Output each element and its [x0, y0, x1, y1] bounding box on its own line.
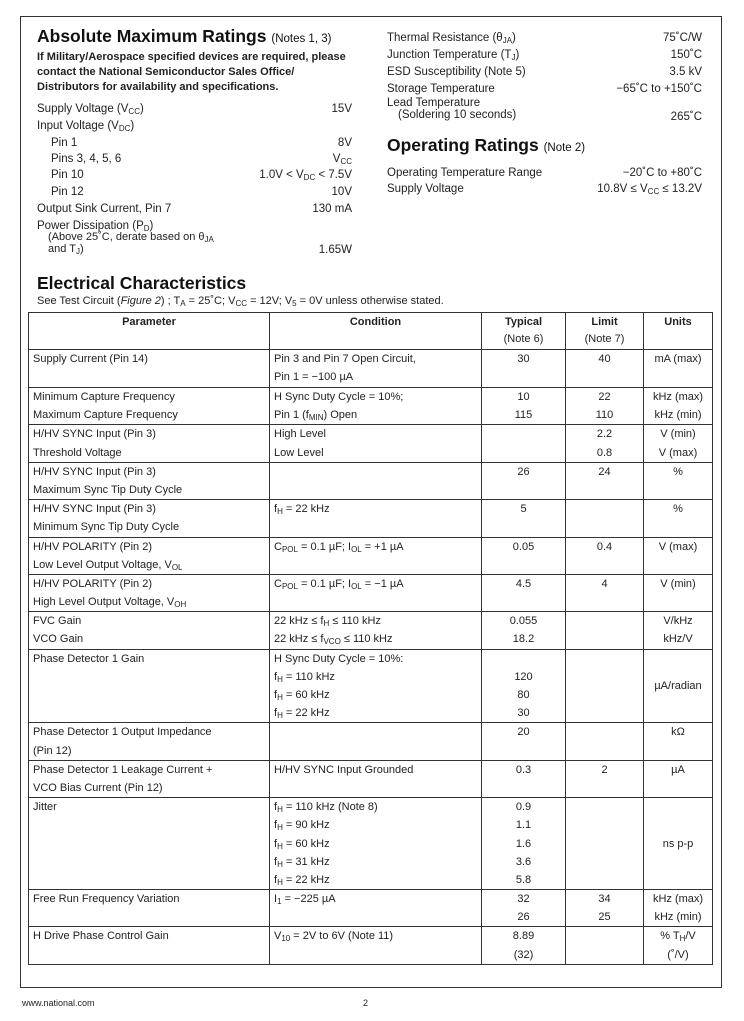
pin12-value: 10V: [331, 186, 352, 198]
operating-ratings-title: Operating Ratings (Note 2): [387, 135, 586, 155]
op-temp-value: −20˚C to +80˚C: [622, 167, 702, 179]
table-row: Phase Detector 1 Output Impedance (Pin 12) 20 kΩ: [29, 723, 713, 760]
storage-temp-label: Storage Temperature: [387, 83, 495, 95]
table-row: H/HV SYNC Input (Pin 3) Threshold Voltage High Level Low Level 2.2 0.8 V (min) V (max): [29, 425, 713, 462]
table-row: Phase Detector 1 Leakage Current + VCO Bias Current (Pin 12) H/HV SYNC Input Grounded 0.3 2 µA: [29, 760, 713, 797]
pins3456-value: $V_{CC}$: [332, 153, 352, 166]
table-row: Phase Detector 1 Gain H Sync Duty Cycle = 10%: $f_H = 110$ kHz $f_H = 60$ kHz $f_H = 22$ kHz 120 80 30 µA/radian: [29, 649, 713, 723]
elec-char-subtitle: See Test Circuit (Figure 2) ; $T_A$ = 25˚C; $V_{CC} = 12V$; $V_5 = 0V$ unless otherwise stated.: [37, 295, 444, 308]
esd-value: 3.5 kV: [669, 66, 702, 78]
header-parameter: Parameter: [29, 313, 270, 350]
storage-temp-value: −65˚C to +150˚C: [616, 83, 702, 95]
junction-temp-label: Junction Temperature $(T_J)$: [387, 49, 520, 62]
sink-current-value: 130 mA: [312, 203, 352, 215]
thermal-resistance-label: Thermal Resistance $(\theta_{JA})$: [387, 32, 516, 45]
table-header-row: [29, 313, 713, 350]
footer-page-number: 2: [363, 998, 369, 1008]
elec-char-title: Electrical Characteristics: [37, 273, 247, 293]
table-row: Minimum Capture Frequency Maximum Capture Frequency H Sync Duty Cycle = 10%; Pin 1 $(f_{MIN})$ Open 10 115 22 110 kHz (max) kHz (min): [29, 388, 713, 425]
table-row: H/HV SYNC Input (Pin 3) Maximum Sync Tip Duty Cycle 26 24 %: [29, 462, 713, 499]
electrical-characteristics-table: [28, 312, 713, 965]
supply-voltage-label: Supply Voltage $(V_{CC})$: [37, 103, 144, 116]
footer-website: www.national.com: [22, 998, 95, 1008]
table-row: Jitter $f_H = 110$ kHz (Note 8) $f_H = 90$ kHz $f_H = 60$ kHz $f_H = 31$ kHz $f_H = 22$ kHz 0.9 1.1 1.6 3.6 5.8 ns p-p: [29, 798, 713, 890]
pin10-label: Pin 10: [51, 169, 84, 181]
pin1-label: Pin 1: [51, 137, 78, 149]
header-typical: Typical (Note 6): [482, 313, 566, 350]
abs-max-title: Absolute Maximum Ratings (Notes 1, 3): [37, 26, 332, 46]
junction-temp-value: 150˚C: [670, 49, 702, 61]
op-temp-label: Operating Temperature Range: [387, 167, 543, 179]
table-row: FVC Gain VCO Gain 22 kHz ≤ $f_H \le 110$ kHz 22 kHz ≤ $f_{VCO} \le 110$ kHz 0.055 18.2 V/kHz kHz/V: [29, 612, 713, 649]
table-row: H/HV SYNC Input (Pin 3) Minimum Sync Tip Duty Cycle $f_H = 22$ kHz 5 %: [29, 500, 713, 537]
power-dissipation-label: Power Dissipation $(P_D)$: [37, 220, 154, 233]
lead-temp-label: Lead Temperature: [387, 97, 481, 109]
pins3456-label: Pins 3, 4, 5, 6: [51, 153, 122, 165]
power-dissipation-tj: and $T_J$): [48, 243, 84, 256]
table-row: Free Run Frequency Variation $I_1 = -225$ µA 32 26 34 25 kHz (max) kHz (min): [29, 890, 713, 927]
header-limit: Limit (Note 7): [566, 313, 644, 350]
op-supply-value: $10.8V \le V_{CC} \le 13.2V$: [597, 183, 702, 196]
supply-voltage-value: 15V: [331, 103, 352, 115]
power-dissipation-derate: (Above 25˚C, derate based on $\theta_{JA}$: [48, 231, 214, 244]
pin12-label: Pin 12: [51, 186, 84, 198]
table-row: Supply Current (Pin 14) Pin 3 and Pin 7 Open Circuit, Pin 1 = −100 µA 30 40 mA (max): [29, 350, 713, 388]
sink-current-label: Output Sink Current, Pin 7: [37, 203, 172, 215]
header-units: Units: [644, 313, 713, 350]
input-voltage-label: Input Voltage $(V_{DC})$: [37, 120, 135, 133]
pin10-value: $1.0V < V_{DC} < 7.5V$: [259, 169, 352, 182]
table-row: H/HV POLARITY (Pin 2) High Level Output Voltage, $V_{OH}$ $C_{POL} = 0.1$ µF; $I_{OL} = -1$ µA 4.5 4 V (min): [29, 574, 713, 611]
esd-label: ESD Susceptibility (Note 5): [387, 66, 526, 78]
pin1-value: 8V: [337, 137, 352, 149]
power-dissipation-value: 1.65W: [318, 244, 352, 256]
op-supply-label: Supply Voltage: [387, 183, 464, 195]
table-row: H Drive Phase Control Gain $V_{10} = 2V$ to 6V (Note 11) 8.89 (32) % $T_H/V$ (˚/V): [29, 927, 713, 964]
header-condition: Condition: [270, 313, 482, 350]
military-note: If Military/Aerospace specified devices are required, please contact the National Semiconductor Sales Office/ Distributors for availability and specifications.: [37, 51, 346, 93]
lead-temp-value: 265˚C: [670, 111, 702, 123]
thermal-resistance-value: 75˚C/W: [663, 32, 702, 44]
table-row: H/HV POLARITY (Pin 2) Low Level Output Voltage, $V_{OL}$ $C_{POL} = 0.1$ µF; $I_{OL} = +1$ µA 0.05 0.4 V (max): [29, 537, 713, 574]
lead-temp-label-2: (Soldering 10 seconds): [398, 109, 517, 121]
